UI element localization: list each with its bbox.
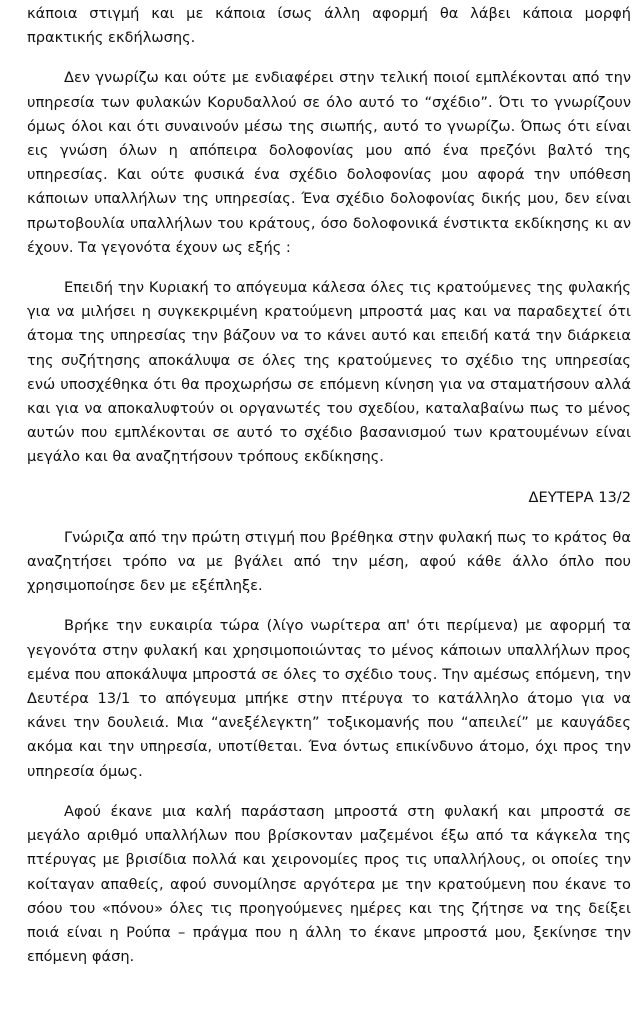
paragraph-sunday-events: Επειδή την Κυριακή το απόγευμα κάλεσα όλες τις κρατούμενες της φυλακής για να μιλήσει η συγκεκριμένη κρατούμενη μπροστά μας και να παραδεχτεί ότι άτομα της υπηρεσίας την βάζουν να το κάνει αυτό και επειδή κατά την διάρκεια της συζήτησης αποκάλυψα σε όλες της κρατούμενες το σχέδιο της υπηρεσίας ενώ υποσχέθηκα ότι θα προχωρήσω σε επόμενη κίνηση για να σταματήσουν αλλά και για να αποκαλυφτούν οι οργανωτές του σχεδίου, καταλαβαίνω πως το μένος αυτών που εμπλέκονται σε αυτό το σχέδιο βασανισμού των κρατουμένων είναι μεγάλο και θα αναζητήσουν τρόπους εκδίκησης.	[27, 279, 631, 466]
paragraph-next-phase: Αφού έκανε μια καλή παράσταση μπροστά στη φυλακή και μπροστά σε μεγάλο αριθμό υπαλλήλων που βρίσκονταν μαζεμένοι έξω από τα κάγκελα της πτέρυγας με βρισίδια πολλά και χειρονομίες προς τις υπαλλήλους, οι οποίες την κοίταγαν απαθείς, αφού συνομίλησε αργότερα με την κρατούμενη που έκανε το σόου του «πόνου» όλες τις προηγούμενες ημέρες και της ζήτησε να της δείξει ποιά είναι η Ρούπα – πράγμα που η άλλη το έκανε μπροστά μου, ξεκίνησε την επόμενη φάση.	[27, 802, 631, 966]
document-page	[27, 0, 631, 969]
paragraph-continuation: κάποια στιγμή και με κάποια ίσως άλλη αφορμή θα λάβει κάποια μορφή πρακτικής εκδήλωσης.	[27, 5, 631, 47]
paragraph-opportunity: Βρήκε την ευκαιρία τώρα (λίγο νωρίτερα απ' ότι περίμενα) με αφορμή τα γεγονότα στην φυλακή και χρησιμοποιώντας το μένος κάποιων υπαλλήλων προς εμένα που αποκάλυψα μπροστά σε όλες το σχέδιο τους. Την αμέσως επόμενη, την Δευτέρα 13/1 το απόγευμα μπήκε στην πτέρυγα το κατάλληλο άτομο για να κάνει την δουλειά. Μια “ανεξέλεγκτη” τοξικομανής που “απειλεί” με καυγάδες ακόμα και την υπηρεσία, υποτίθεται. Ένα όντως επικίνδυνο άτομο, όχι προς την υπηρεσία όμως.	[27, 617, 631, 780]
paragraph-first-moment: Γνώριζα από την πρώτη στιγμή που βρέθηκα στην φυλακή πως το κράτος θα αναζητήσει τρόπο να με βγάλει από την μέση, αφού κάθε άλλο όπλο που χρησιμοποίησε δεν με εξέπληξε.	[27, 528, 631, 595]
paragraph-korydallos-plan: Δεν γνωρίζω και ούτε με ενδιαφέρει στην τελική ποιοί εμπλέκονται από την υπηρεσία των φυλακών Κορυδαλλού σε όλο αυτό το “σχέδιο”. Ότι το γνωρίζουν όμως όλοι και ότι συναινούν μέσω της σιωπής, αυτό το γνωρίζω. Όπως ότι είναι εις γνώση όλων η απόπειρα δολοφονίας μου από ένα πρεζόνι βαλτό της υπηρεσίας. Και ούτε φυσικά ένα σχέδιο δολοφονίας μου αφορά την υπόθεση κάποιων υπαλλήλων της υπηρεσίας. Ένα σχέδιο δολοφονίας δικής μου, δεν είναι πρωτοβουλία υπαλλήλων του κράτους, όσο δολοφονικά ένστικτα εκδίκησης κι αν έχουν. Τα γεγονότα έχουν ως εξής :	[27, 69, 631, 256]
date-heading: ΔΕΥΤΕΡΑ 13/2	[528, 488, 631, 506]
